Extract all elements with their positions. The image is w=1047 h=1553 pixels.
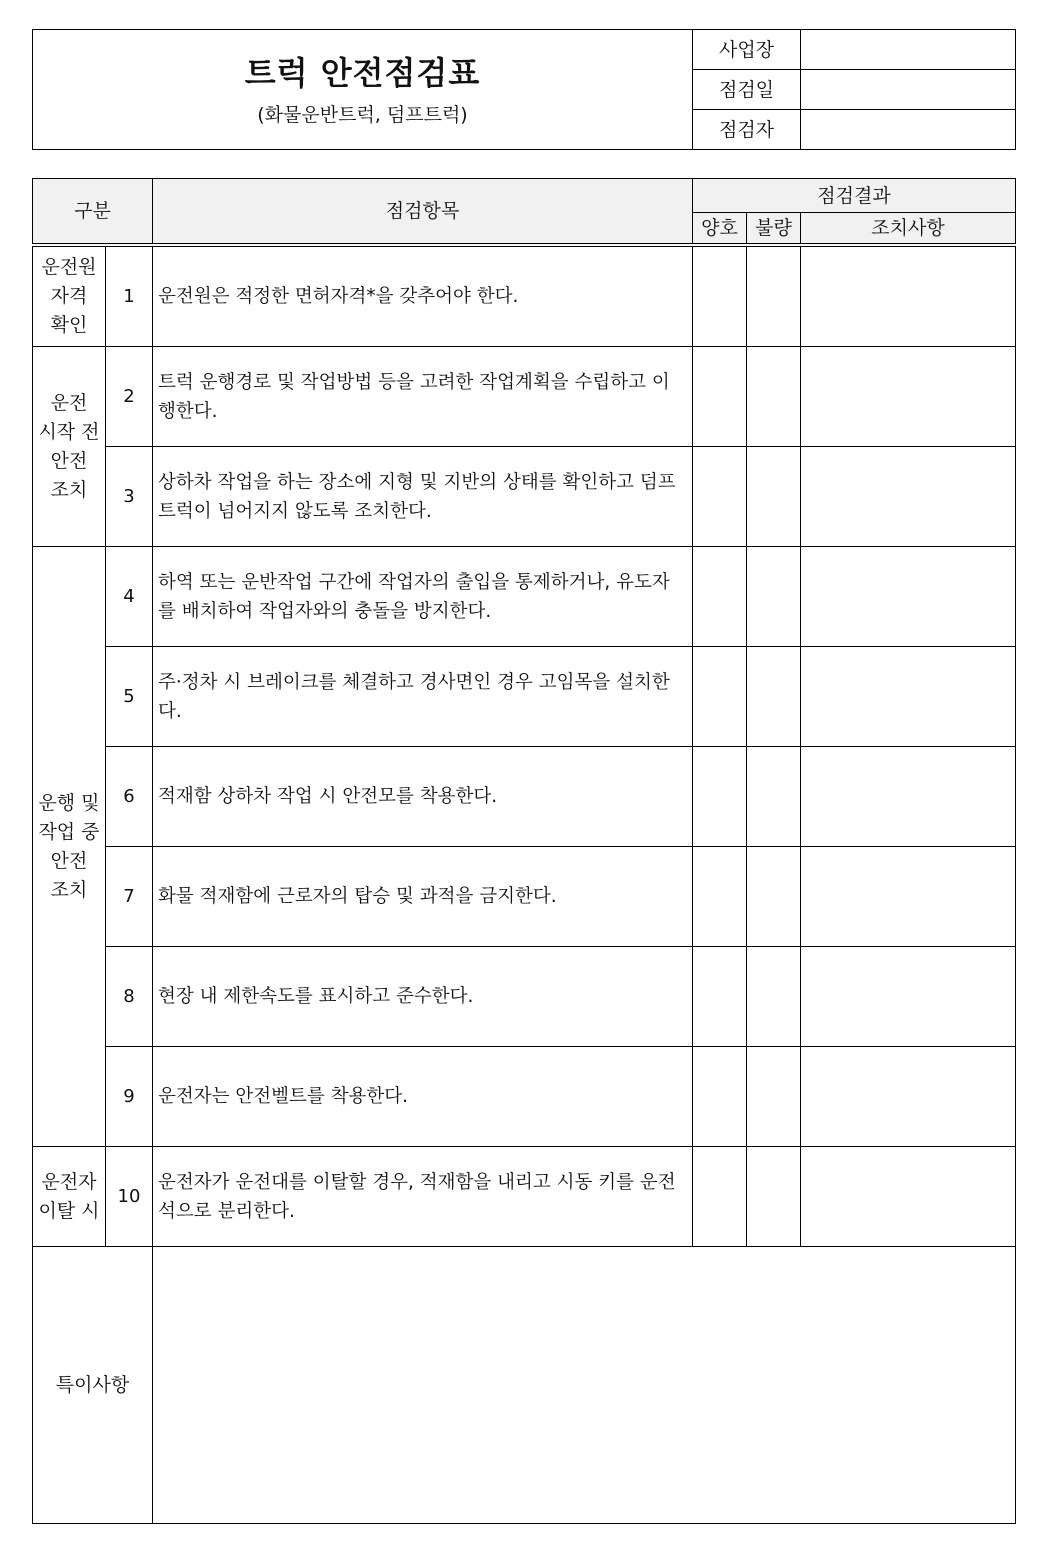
category-line: 운전 — [50, 391, 88, 414]
column-header-good: 양호 — [693, 213, 747, 246]
inspector-field[interactable] — [801, 110, 1016, 150]
action-field[interactable] — [801, 547, 1016, 647]
page-subtitle: (화물운반트럭, 덤프트럭) — [257, 103, 468, 126]
table-row — [33, 245, 1016, 347]
inspection-date-label: 점검일 — [693, 70, 801, 110]
table-row — [33, 347, 1016, 447]
good-checkbox-cell[interactable] — [693, 347, 747, 447]
column-header-category: 구분 — [33, 179, 153, 246]
bad-checkbox-cell[interactable] — [747, 347, 801, 447]
page-title: 트럭 안전점검표 — [244, 53, 481, 92]
remarks-row — [33, 1247, 1016, 1524]
good-checkbox-cell[interactable] — [693, 245, 747, 347]
action-field[interactable] — [801, 647, 1016, 747]
category-line: 운전자 — [41, 1170, 97, 1193]
good-checkbox-cell[interactable] — [693, 647, 747, 747]
action-field[interactable] — [801, 1147, 1016, 1247]
bad-checkbox-cell[interactable] — [747, 245, 801, 347]
table-row — [33, 647, 1016, 747]
column-header-result: 점검결과 — [693, 179, 1016, 213]
category-line: 이탈 시 — [38, 1199, 100, 1222]
table-row — [33, 847, 1016, 947]
category-line: 시작 전 — [38, 420, 100, 443]
item-number: 7 — [106, 847, 153, 947]
category-line: 확인 — [50, 314, 88, 336]
table-row — [33, 947, 1016, 1047]
inspector-label: 점검자 — [693, 110, 801, 150]
item-number: 3 — [106, 447, 153, 547]
action-field[interactable] — [801, 847, 1016, 947]
action-field[interactable] — [801, 1047, 1016, 1147]
category-line: 조치 — [50, 878, 88, 901]
good-checkbox-cell[interactable] — [693, 447, 747, 547]
good-checkbox-cell[interactable] — [693, 1147, 747, 1247]
action-field[interactable] — [801, 447, 1016, 547]
item-text: 화물 적재함에 근로자의 탑승 및 과적을 금지한다. — [153, 847, 693, 947]
item-number: 10 — [106, 1147, 153, 1247]
column-header-bad: 불량 — [747, 213, 801, 246]
inspection-date-field[interactable] — [801, 70, 1016, 110]
item-text: 하역 또는 운반작업 구간에 작업자의 출입을 통제하거나, 유도자를 배치하여 작업자와의 충돌을 방지한다. — [153, 547, 693, 647]
category-line: 운행 및 — [38, 791, 100, 814]
action-field[interactable] — [801, 947, 1016, 1047]
item-text: 상하차 작업을 하는 장소에 지형 및 지반의 상태를 확인하고 덤프트럭이 넘어지지 않도록 조치한다. — [153, 447, 693, 547]
bad-checkbox-cell[interactable] — [747, 547, 801, 647]
category-line: 조치 — [50, 478, 88, 501]
category-operation-safety — [33, 547, 106, 1147]
item-text: 운전자는 안전벨트를 착용한다. — [153, 1047, 693, 1147]
bad-checkbox-cell[interactable] — [747, 847, 801, 947]
category-driver-leaving — [33, 1147, 106, 1247]
bad-checkbox-cell[interactable] — [747, 647, 801, 747]
remarks-label: 특이사항 — [33, 1247, 153, 1524]
item-text: 주·정차 시 브레이크를 체결하고 경사면인 경우 고임목을 설치한다. — [153, 647, 693, 747]
table-row — [33, 747, 1016, 847]
category-line: 자격 — [50, 285, 88, 307]
good-checkbox-cell[interactable] — [693, 747, 747, 847]
action-field[interactable] — [801, 347, 1016, 447]
item-number: 8 — [106, 947, 153, 1047]
item-text: 트럭 운행경로 및 작업방법 등을 고려한 작업계획을 수립하고 이행한다. — [153, 347, 693, 447]
category-operator-qualification — [33, 245, 106, 347]
bad-checkbox-cell[interactable] — [747, 947, 801, 1047]
title-cell — [33, 30, 693, 150]
good-checkbox-cell[interactable] — [693, 547, 747, 647]
item-number: 4 — [106, 547, 153, 647]
header-table — [32, 29, 1016, 150]
action-field[interactable] — [801, 245, 1016, 347]
bad-checkbox-cell[interactable] — [747, 1047, 801, 1147]
category-line: 안전 — [50, 849, 88, 872]
category-pre-operation-safety — [33, 347, 106, 547]
item-number: 5 — [106, 647, 153, 747]
item-text: 적재함 상하차 작업 시 안전모를 착용한다. — [153, 747, 693, 847]
bad-checkbox-cell[interactable] — [747, 447, 801, 547]
workplace-label: 사업장 — [693, 30, 801, 70]
category-line: 운전원 — [41, 256, 97, 278]
action-field[interactable] — [801, 747, 1016, 847]
column-header-item: 점검항목 — [153, 179, 693, 246]
category-line: 안전 — [50, 449, 88, 472]
item-number: 9 — [106, 1047, 153, 1147]
item-text: 현장 내 제한속도를 표시하고 준수한다. — [153, 947, 693, 1047]
table-row — [33, 1147, 1016, 1247]
workplace-field[interactable] — [801, 30, 1016, 70]
column-header-action: 조치사항 — [801, 213, 1016, 246]
item-text: 운전원은 적정한 면허자격*을 갖추어야 한다. — [153, 245, 693, 347]
item-number: 1 — [106, 245, 153, 347]
item-number: 6 — [106, 747, 153, 847]
bad-checkbox-cell[interactable] — [747, 747, 801, 847]
checklist-table — [32, 178, 1016, 1524]
good-checkbox-cell[interactable] — [693, 847, 747, 947]
table-row — [33, 1047, 1016, 1147]
item-text: 운전자가 운전대를 이탈할 경우, 적재함을 내리고 시동 키를 운전석으로 분리한다. — [153, 1147, 693, 1247]
good-checkbox-cell[interactable] — [693, 947, 747, 1047]
item-number: 2 — [106, 347, 153, 447]
category-line: 작업 중 — [38, 820, 100, 843]
bad-checkbox-cell[interactable] — [747, 1147, 801, 1247]
remarks-field[interactable] — [153, 1247, 1016, 1524]
table-row — [33, 447, 1016, 547]
good-checkbox-cell[interactable] — [693, 1047, 747, 1147]
table-row — [33, 547, 1016, 647]
